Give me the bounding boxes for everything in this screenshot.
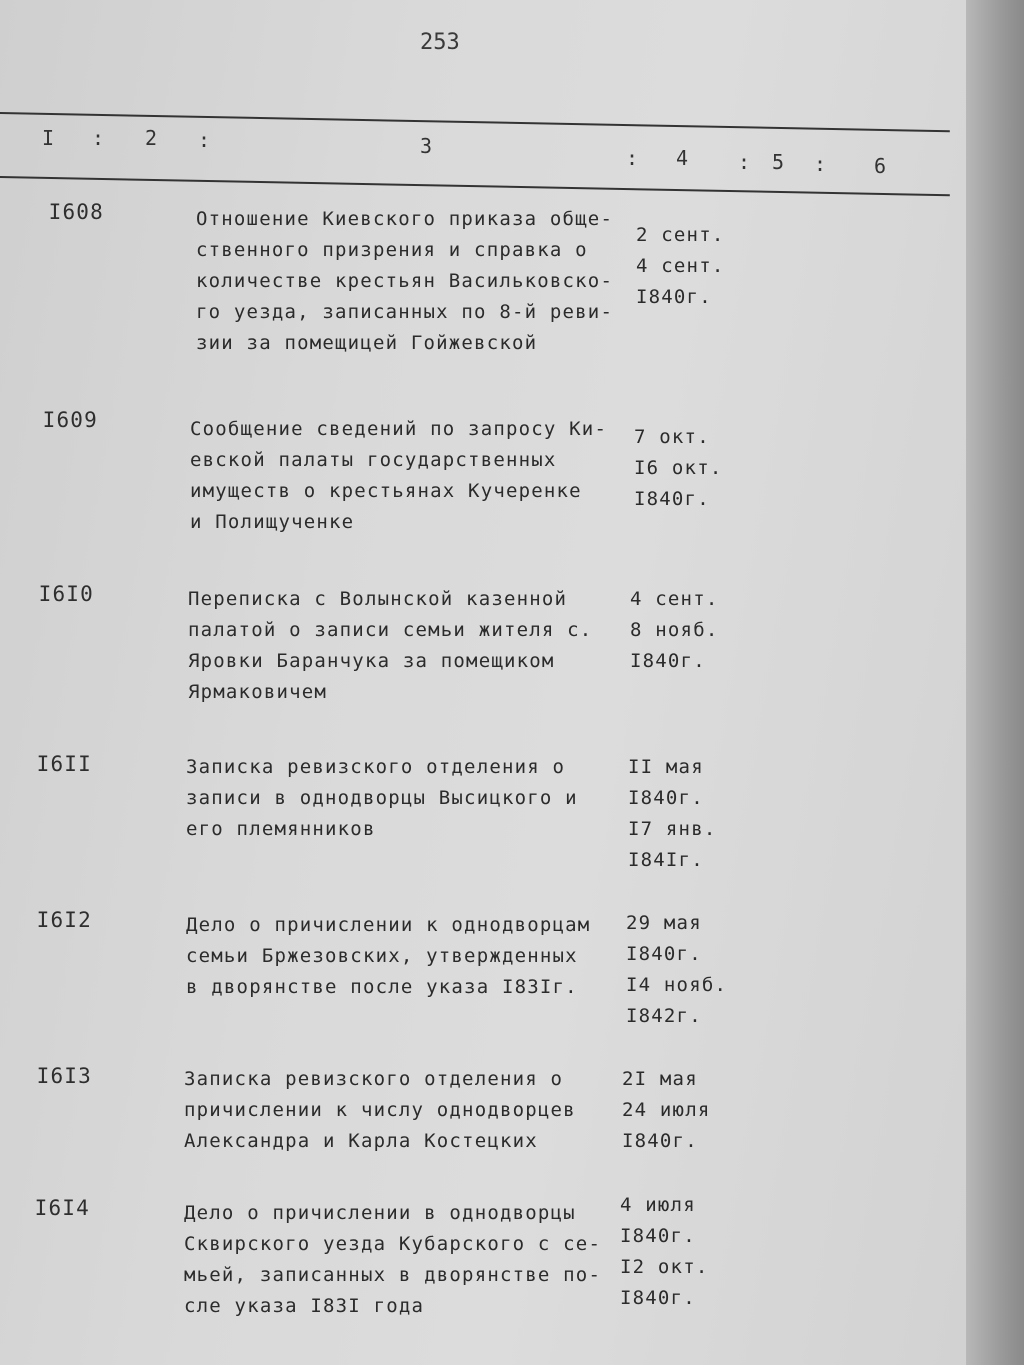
header-col-5: 5 xyxy=(772,150,785,174)
header-col-3: 3 xyxy=(420,134,433,158)
description-line: Сквирского уезда Кубарского с се- xyxy=(184,1233,602,1255)
description-line: в дворянстве после указа I83Iг. xyxy=(186,976,578,998)
date-line: I7 янв. xyxy=(628,818,717,840)
date-line: I840г. xyxy=(620,1225,696,1247)
entry-dates xyxy=(630,584,750,677)
entry-description xyxy=(196,204,666,359)
description-line: зии за помещицей Гойжевской xyxy=(196,332,538,354)
entry-description xyxy=(184,1198,654,1322)
date-line: I84Iг. xyxy=(628,849,704,871)
date-line: I840г. xyxy=(634,488,710,510)
description-line: и Полищученке xyxy=(190,511,355,533)
date-line: 8 нояб. xyxy=(630,619,719,641)
description-line: семьи Бржезовских, утвержденных xyxy=(186,945,578,967)
entry-number: I6I2 xyxy=(36,908,92,932)
date-line: I840г. xyxy=(628,787,704,809)
entry-dates xyxy=(628,752,748,876)
date-line: 7 окт. xyxy=(634,426,710,448)
entry-dates xyxy=(626,908,746,1032)
entry-description xyxy=(188,584,658,708)
entry-dates xyxy=(622,1064,742,1157)
description-line: ственного призрения и справка о xyxy=(196,239,588,261)
table-header-bottom-rule xyxy=(0,176,950,196)
date-line: I4 нояб. xyxy=(626,974,728,996)
header-col-1: I xyxy=(42,126,55,150)
description-line: го уезда, записанных по 8-й реви- xyxy=(196,301,614,323)
entry-dates xyxy=(620,1190,740,1314)
entry-number: I609 xyxy=(42,408,98,432)
header-separator: : xyxy=(738,150,751,174)
entry-number: I6I3 xyxy=(36,1064,92,1088)
entry-dates xyxy=(634,422,754,515)
header-col-2: 2 xyxy=(145,126,158,150)
description-line: Яровки Баранчука за помещиком xyxy=(188,650,555,672)
description-line: записи в однодворцы Высицкого и xyxy=(186,787,578,809)
entry-description xyxy=(186,910,656,1003)
entry-description xyxy=(184,1064,654,1157)
date-line: I840г. xyxy=(622,1130,698,1152)
date-line: 29 мая xyxy=(626,912,702,934)
description-line: евской палаты государственных xyxy=(190,449,557,471)
date-line: I6 окт. xyxy=(634,457,723,479)
description-line: его племянников xyxy=(186,818,376,840)
description-line: Переписка с Волынской казенной xyxy=(188,588,568,610)
description-line: Дело о причислении к однодворцам xyxy=(186,914,591,936)
page-number: 253 xyxy=(420,30,460,55)
description-line: мьей, записанных в дворянстве по- xyxy=(184,1264,602,1286)
date-line: 2 сент. xyxy=(636,224,725,246)
date-line: I842г. xyxy=(626,1005,702,1027)
description-line: Александра и Карла Костецких xyxy=(184,1130,538,1152)
date-line: 24 июля xyxy=(622,1099,711,1121)
entry-number: I6II xyxy=(36,752,92,776)
description-line: причислении к числу однодворцев xyxy=(184,1099,576,1121)
description-line: Ярмаковичем xyxy=(188,681,328,703)
entry-number: I6I0 xyxy=(38,582,94,606)
page-edge-background xyxy=(966,0,1024,1365)
description-line: количестве крестьян Васильковско- xyxy=(196,270,614,292)
header-separator: : xyxy=(626,146,639,170)
header-separator: : xyxy=(814,152,827,176)
header-col-4: 4 xyxy=(676,146,689,170)
description-line: палатой о записи семьи жителя с. xyxy=(188,619,593,641)
entry-number: I608 xyxy=(48,200,104,224)
header-col-6: 6 xyxy=(874,154,887,178)
date-line: II мая xyxy=(628,756,704,778)
description-line: сле указа I83I года xyxy=(184,1295,425,1317)
date-line: 2I мая xyxy=(622,1068,698,1090)
entry-number: I6I4 xyxy=(34,1196,90,1220)
header-separator: : xyxy=(92,126,105,150)
header-separator: : xyxy=(198,128,211,152)
date-line: I840г. xyxy=(626,943,702,965)
description-line: Отношение Киевского приказа обще- xyxy=(196,208,614,230)
date-line: 4 июля xyxy=(620,1194,696,1216)
date-line: 4 сент. xyxy=(636,255,725,277)
date-line: I840г. xyxy=(620,1287,696,1309)
description-line: Записка ревизского отделения о xyxy=(186,756,566,778)
date-line: 4 сент. xyxy=(630,588,719,610)
entry-dates xyxy=(636,220,756,313)
description-line: Записка ревизского отделения о xyxy=(184,1068,564,1090)
table-header-top-rule xyxy=(0,112,950,132)
entry-description xyxy=(186,752,656,845)
date-line: I840г. xyxy=(630,650,706,672)
entry-description xyxy=(190,414,660,538)
description-line: Сообщение сведений по запросу Ки- xyxy=(190,418,608,440)
description-line: имуществ о крестьянах Кучеренке xyxy=(190,480,582,502)
description-line: Дело о причислении в однодворцы xyxy=(184,1202,576,1224)
date-line: I2 окт. xyxy=(620,1256,709,1278)
date-line: I840г. xyxy=(636,286,712,308)
